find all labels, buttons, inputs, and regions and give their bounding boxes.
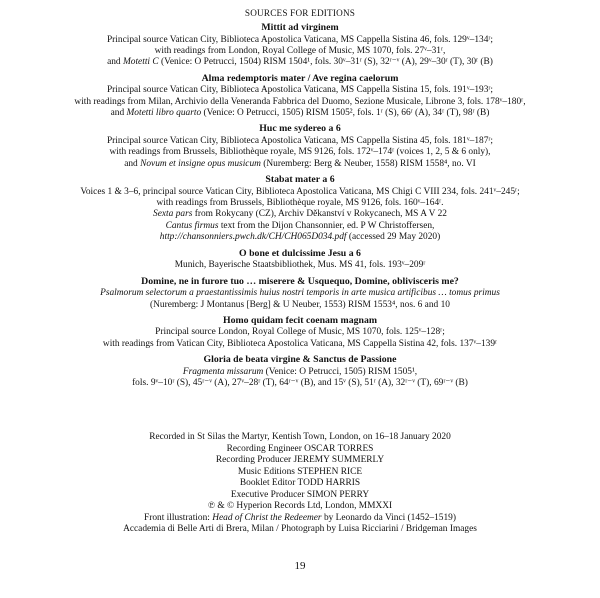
source-line: fols. 9ᵛ–10ʳ (S), 45ʳ⁻ᵛ (A), 27ᵛ–28ʳ (T), 64ʳ⁻ᵛ (B), and 15ᵛ (S), 51ʳ (A), 32ʳ⁻ᵛ (T), 69ʳ⁻ᵛ (B) xyxy=(132,378,468,389)
source-line: http://chansonniers.pwch.dk/CH/CH065D034.pdf (accessed 29 May 2020) xyxy=(159,232,441,243)
source-line: with readings from Vatican City, Biblioteca Apostolica Vaticana, MS Cappella Sistina 42, fols. 137ᵛ–139ʳ xyxy=(102,338,498,349)
source-line: and Motetti C (Venice: O Petrucci, 1504) RISM 1504¹, fols. 30ᵛ–31ʳ (S), 32ʳ⁻ᵛ (A), 29ᵛ–30ʳ (T), 30ʳ (B) xyxy=(107,57,493,68)
source-section xyxy=(0,22,600,69)
page-heading: SOURCES FOR EDITIONS xyxy=(244,8,356,18)
front-illustration-credit xyxy=(0,513,600,536)
credit-line: Recording Engineer OSCAR TORRES xyxy=(226,443,374,454)
source-section xyxy=(0,174,600,244)
source-line: with readings from Brussels, Bibliothèque royale, MS 9126, fols. 172ᵛ–174ʳ (voices 1, 2, 5 & 6 only), xyxy=(109,147,491,158)
source-line: Principal source London, Royal College of Music, MS 1070, fols. 125ᵛ–128ʳ; xyxy=(155,327,445,338)
source-line: with readings from Milan, Archivio della Veneranda Fabbrica del Duomo, Sezione Musicale, Librone 3, fols. 178ᵛ–180ʳ, xyxy=(74,96,526,107)
credit-line: Executive Producer SIMON PERRY xyxy=(230,489,370,500)
section-title: Domine, ne in furore tuo … miserere & Usquequo, Domine, oblivisceris me? xyxy=(141,275,459,287)
section-title: O bone et dulcissime Jesu a 6 xyxy=(239,247,361,259)
source-line: and Novum et insigne opus musicum (Nuremberg: Berg & Neuber, 1558) RISM 1558⁴, no. VI xyxy=(124,158,476,169)
recording-credits xyxy=(0,432,600,513)
source-section xyxy=(0,315,600,350)
source-line: and Motetti libro quarto (Venice: O Petrucci, 1505) RISM 1505², fols. 1ʳ (S), 66ʳ (A), 34ʳ (T), 98ʳ (B) xyxy=(110,108,490,119)
page-number: 19 xyxy=(294,560,306,572)
sources-block xyxy=(0,7,600,394)
source-line: Principal source Vatican City, Biblioteca Apostolica Vaticana, MS Cappella Sistina 15, fols. 191ᵛ–193ʳ; xyxy=(106,85,494,96)
section-title: Mittit ad virginem xyxy=(261,22,339,33)
source-line: Psalmorum selectorum a praestantissimis huius nostri temporis in arte musica artificibus … tomus primus xyxy=(100,288,500,299)
front-illustration-line: Accademia di Belle Arti di Brera, Milan / Photograph by Luisa Ricciarini / Bridgeman Images xyxy=(123,524,477,535)
source-line: Sexta pars from Rokycany (CZ), Archiv Děkanství v Rokycanech, MS A V 22 xyxy=(153,209,447,220)
section-title: Homo quidam fecit coenam magnam xyxy=(222,314,377,326)
credit-line: Recorded in St Silas the Martyr, Kentish Town, London, on 16–18 January 2020 xyxy=(149,432,451,442)
source-line: Munich, Bayerische Staatsbibliothek, Mus. MS 41, fols. 193ᵛ–209ʳ xyxy=(174,260,426,271)
credit-line: Music Editions STEPHEN RICE xyxy=(237,466,363,477)
front-illustration-line: Front illustration: Head of Christ the Redeemer by Leonardo da Vinci (1452–1519) xyxy=(144,513,456,523)
source-section xyxy=(0,354,600,389)
source-section xyxy=(0,248,600,272)
source-line: with readings from London, Royal College of Music, MS 1070, fols. 27ᵛ–31ʳ, xyxy=(154,45,446,56)
source-line: Cantus firmus text from the Dijon Chansonnier, ed. P W Christoffersen, xyxy=(165,220,435,231)
source-line: Voices 1 & 3–6, principal source Vatican City, Biblioteca Apostolica Vaticana, MS Chigi C VIII 234, fols. 241ᵛ–245ʳ; xyxy=(80,186,520,197)
source-line: (Nuremberg: J Montanus [Berg] & U Neuber, 1553) RISM 1553⁴, nos. 6 and 10 xyxy=(150,299,450,310)
section-title: Gloria de beata virgine & Sanctus de Passione xyxy=(203,354,397,366)
section-title: Huc me sydereo a 6 xyxy=(259,123,341,135)
source-line: Principal source Vatican City, Biblioteca Apostolica Vaticana, MS Cappella Sistina 46, fols. 129ᵛ–134ʳ; xyxy=(106,34,494,45)
source-line: Fragmenta missarum (Venice: O Petrucci, 1505) RISM 1505¹, xyxy=(182,366,418,377)
source-section xyxy=(0,73,600,120)
credit-line: Booklet Editor TODD HARRIS xyxy=(239,478,361,488)
section-title: Stabat mater a 6 xyxy=(265,174,335,186)
sources-list xyxy=(0,22,600,390)
section-title: Alma redemptoris mater / Ave regina caelorum xyxy=(201,72,399,84)
source-line: with readings from Brussels, Bibliothèque royale, MS 9126, fols. 160ᵛ–164ʳ. xyxy=(156,198,444,209)
source-line: Principal source Vatican City, Biblioteca Apostolica Vaticana, MS Cappella Sistina 45, fols. 181ᵛ–187ʳ; xyxy=(106,135,494,146)
source-section xyxy=(0,276,600,311)
credit-line: ℗ & © Hyperion Records Ltd, London, MMXXI xyxy=(207,501,393,511)
source-section xyxy=(0,123,600,170)
credit-line: Recording Producer JEREMY SUMMERLY xyxy=(215,455,385,465)
